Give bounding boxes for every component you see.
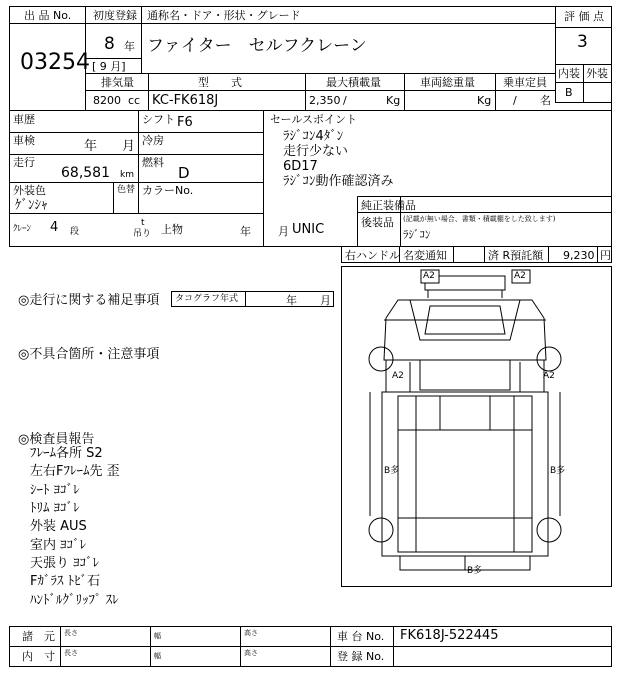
crane-label: ｸﾚｰﾝ bbox=[13, 224, 32, 234]
inspector-line-3: ｼｰﾄ ﾖｺﾞﾚ bbox=[30, 483, 80, 498]
fuel-label: 燃料 bbox=[142, 156, 164, 169]
height-label: 高さ bbox=[244, 629, 258, 637]
max-load-label: 最大積載量 bbox=[326, 76, 381, 89]
reg-month: [ 9 月] bbox=[92, 60, 126, 73]
mileage-unit: km bbox=[120, 170, 134, 180]
displacement: 8200 bbox=[93, 94, 121, 107]
registration-label: 登 録 No. bbox=[337, 650, 385, 663]
defects-label: ◎不具合箇所・注意事項 bbox=[18, 347, 160, 362]
aftermarket-note: (記載が無い場合、書類・積載棚をした致します) bbox=[403, 215, 556, 223]
mark-top-left: A2 bbox=[423, 271, 435, 281]
exterior-grade-label: 外装 bbox=[586, 67, 608, 80]
mileage: 68,581 bbox=[61, 165, 110, 181]
crane-stages: 4 bbox=[50, 220, 59, 235]
capacity-slash: / bbox=[513, 94, 517, 107]
inspector-line-9: ﾊﾝﾄﾞﾙｸﾞﾘｯﾌﾟ ｽﾚ bbox=[30, 593, 119, 608]
mark-top-right: A2 bbox=[514, 271, 526, 281]
gross-weight-unit: Kg bbox=[477, 94, 492, 107]
color-change-label: 色替 bbox=[117, 185, 136, 195]
grade-label: 評 価 点 bbox=[564, 10, 604, 23]
tacho-label: タコグラフ年式 bbox=[175, 294, 239, 304]
interior-height-label: 高さ bbox=[244, 649, 258, 657]
max-load-unit: Kg bbox=[386, 94, 401, 107]
first-reg-label: 初度登録 bbox=[93, 9, 137, 22]
sales-point-4: ﾗｼﾞｺﾝ動作確認済み bbox=[283, 174, 394, 189]
interior-dims-label: 内 寸 bbox=[22, 650, 55, 663]
inspector-line-6: 室内 ﾖｺﾞﾚ bbox=[30, 538, 87, 553]
inspector-line-5: 外装 AUS bbox=[30, 519, 87, 534]
mileage-label: 走行 bbox=[13, 156, 35, 169]
inspector-line-7: 天張り ﾖｺﾞﾚ bbox=[30, 556, 100, 571]
upper-year-unit: 年 bbox=[240, 225, 251, 238]
upper-month-unit: 月 bbox=[278, 225, 289, 238]
steering-side: 右ハンドル bbox=[345, 249, 400, 262]
hoist-label: 吊り bbox=[133, 229, 152, 239]
interior-grade: B bbox=[565, 86, 573, 99]
inspection-month-unit: 月 bbox=[122, 139, 136, 154]
lot-label: 出 品 No. bbox=[24, 9, 72, 22]
interior-grade-label: 内装 bbox=[558, 67, 580, 80]
capacity-label: 乗車定員 bbox=[503, 76, 547, 89]
inspector-line-2: 左右Fﾌﾚｰﾑ先 歪 bbox=[30, 464, 120, 479]
inspection-year-unit: 年 bbox=[84, 139, 98, 154]
capacity-unit: 名 bbox=[540, 94, 551, 107]
sales-point-2: 走行少ない bbox=[283, 144, 349, 159]
lot-number: 03254 bbox=[20, 50, 90, 75]
crane-stage-unit: 段 bbox=[70, 227, 80, 237]
max-load: 2,350 bbox=[309, 94, 341, 107]
genuine-equipment-label: 純正装備品 bbox=[361, 199, 416, 212]
model-code: KC-FK618J bbox=[152, 93, 219, 108]
inspector-line-1: ﾌﾚｰﾑ各所 S2 bbox=[30, 446, 103, 461]
history-label: 車歴 bbox=[13, 113, 35, 126]
upper-maker: UNIC bbox=[292, 222, 325, 237]
shift-label: シフト bbox=[142, 113, 175, 126]
driving-notes-label: ◎走行に関する補足事項 bbox=[18, 293, 160, 308]
chassis-label: 車 台 No. bbox=[337, 630, 385, 643]
yen-unit: 円 bbox=[600, 249, 611, 262]
overall-grade: 3 bbox=[577, 32, 588, 52]
chassis-number: FK618J-522445 bbox=[400, 628, 499, 643]
reg-year-unit: 年 bbox=[124, 40, 135, 53]
upper-body-label: 上物 bbox=[161, 223, 183, 236]
displacement-label: 排気量 bbox=[101, 76, 134, 89]
aftermarket-value: ﾗｼﾞｺﾝ bbox=[403, 228, 431, 241]
model-label: 型 式 bbox=[198, 76, 242, 89]
recycle-amount: 9,230 bbox=[563, 249, 595, 262]
tacho-year-unit: 年 bbox=[286, 294, 297, 307]
inspector-line-4: ﾄﾘﾑ ﾖｺﾞﾚ bbox=[30, 501, 80, 516]
hoist-ton-unit: t bbox=[141, 218, 145, 228]
inspection-label: 車検 bbox=[13, 134, 35, 147]
length-label: 長さ bbox=[64, 629, 78, 637]
displacement-unit: cc bbox=[128, 94, 141, 107]
ext-color-label: 外装色 bbox=[13, 184, 46, 197]
width-label: 幅 bbox=[154, 632, 161, 640]
inspector-report-label: ◎検査員報告 bbox=[18, 432, 95, 447]
recycle-label: 済 R預託額 bbox=[488, 249, 544, 262]
interior-length-label: 長さ bbox=[64, 649, 78, 657]
gross-weight-label: 車両総重量 bbox=[420, 76, 475, 89]
aftermarket-label: 後装品 bbox=[361, 216, 394, 229]
mark-right-a2: A2 bbox=[543, 371, 555, 381]
mark-right-b: B多 bbox=[550, 466, 566, 476]
shift-value: F6 bbox=[177, 115, 193, 130]
mark-left-b: B多 bbox=[384, 466, 400, 476]
sales-point-3: 6D17 bbox=[283, 159, 318, 174]
sales-points-label: セールスポイント bbox=[270, 113, 358, 126]
mark-left-a2: A2 bbox=[392, 371, 404, 381]
cooler-label: 冷房 bbox=[142, 134, 164, 147]
reg-year: 8 bbox=[104, 34, 115, 54]
vehicle-name-label: 通称名・ドア・形状・グレード bbox=[147, 9, 301, 22]
vehicle-name: ファイター セルフクレーン bbox=[147, 36, 367, 56]
inspector-line-8: Fｶﾞﾗｽ ﾄﾋﾞ石 bbox=[30, 574, 101, 589]
mark-bottom-b: B多 bbox=[467, 566, 483, 576]
interior-width-label: 幅 bbox=[154, 652, 161, 660]
truck-diagram bbox=[369, 270, 561, 570]
sales-point-1: ﾗｼﾞｺﾝ4ﾀﾞﾝ bbox=[283, 129, 344, 144]
color-number-label: カラーNo. bbox=[142, 184, 194, 197]
name-change-label: 名変通知 bbox=[403, 249, 447, 262]
dimensions-label: 諸 元 bbox=[22, 630, 55, 643]
tacho-month-unit: 月 bbox=[320, 294, 331, 307]
ext-color: ｹﾞﾝｼｬ bbox=[15, 198, 48, 213]
fuel-value: D bbox=[178, 164, 190, 182]
max-load-slash: / bbox=[343, 94, 347, 107]
